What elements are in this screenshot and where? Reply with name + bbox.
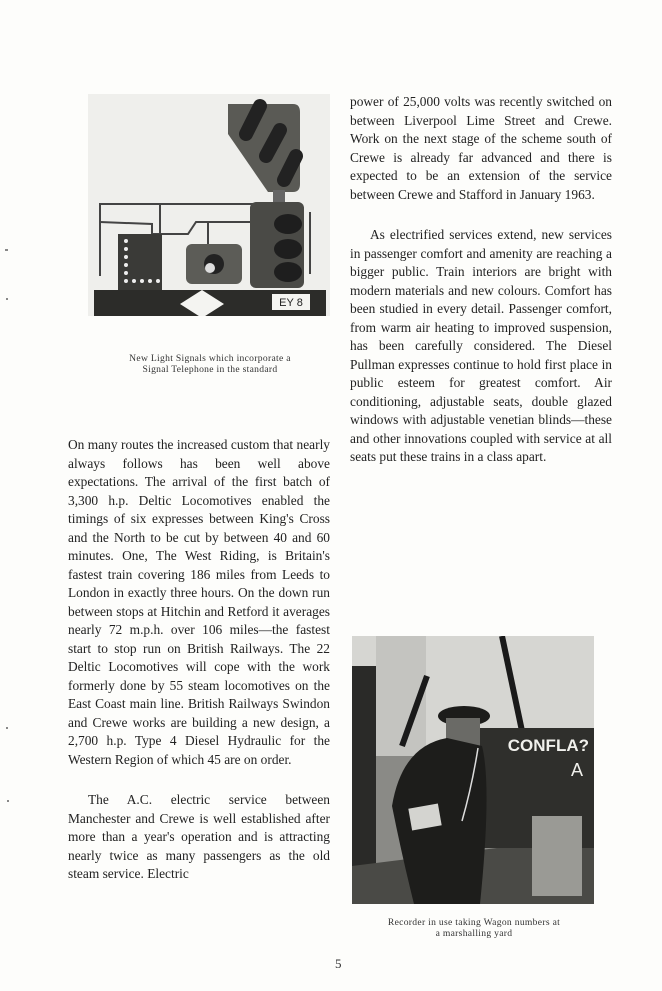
scan-speck [6,298,8,300]
signal-plate-text: EY 8 [279,297,303,309]
signals-caption-line-1: New Light Signals which incorporate a [129,353,291,364]
wagon-label-a: A [570,760,584,780]
wagon-label-conflat: CONFLA? [507,736,589,755]
recorder-caption [350,918,598,939]
recorder-caption-line-1: Recorder in use taking Wagon numbers at [387,917,561,928]
signals-caption [92,354,328,375]
scan-speck [6,727,8,729]
paragraph-ac-electric: The A.C. electric service between Manchester and Crewe is well established after more than a year's operation and is attracting nearly twice as many passengers as the old steam service. Electric [68,792,330,881]
paragraph-passenger-comfort: As electrified services extend, new services in passenger comfort and amenity are reaching a bigger public. Train interiors are bright with modern materials and new colours. Comfort has been studied in every detail. Passenger comfort, from warm air heating to improved suspension, has been carefully considered. The Diesel Pullman expresses continue to hold first place in public esteem for greatest comfort. Air conditioning, adjustable seats, double glazed windows with adjustable venetian blinds—these and other innovations coupled with service at all seats put these trains in a class apart. [350,227,612,464]
paragraph-liverpool-crewe: power of 25,000 volts was recently switched on between Liverpool Lime Street and Crewe. Work on the next stage of the scheme south of Crewe is already far advanced and there is expected to be an extension of the service between Crewe and Stafford in January 1963. [350,94,612,202]
left-column [68,436,330,884]
recorder-illustration [352,636,594,904]
signals-photo [88,94,330,316]
paragraph-deltic: On many routes the increased custom that nearly always follows has been well above expectations. The arrival of the first batch of 3,300 h.p. Deltic Locomotives enabled the timings of six expresses between King's Cross and the North to be cut by between 40 and 60 minutes. One, The West Riding, is Britain's fastest train covering 186 miles from Leeds to London in exactly three hours. On the down run between stops at Hitchin and Retford it averages nearly 72 m.p.h. over 106 miles—the fastest start to stop run on British Railways. The 22 Deltic Locomotives will cope with the work formerly done by 55 steam locomotives on the East Coast main line. British Railways Swindon and Crewe works are building a new design, a 2,700 h.p. Type 4 Diesel Hydraulic for the Western Region of which 45 are on order. [68,437,330,767]
signals-caption-line-2: Signal Telephone in the standard [142,363,278,375]
page-number: 5 [335,956,342,971]
scan-speck [7,800,9,802]
recorder-photo [352,636,594,904]
right-column [350,93,612,467]
signals-illustration [88,94,330,316]
recorder-caption-line-2: a marshalling yard [435,927,513,939]
scan-speck [5,249,8,251]
